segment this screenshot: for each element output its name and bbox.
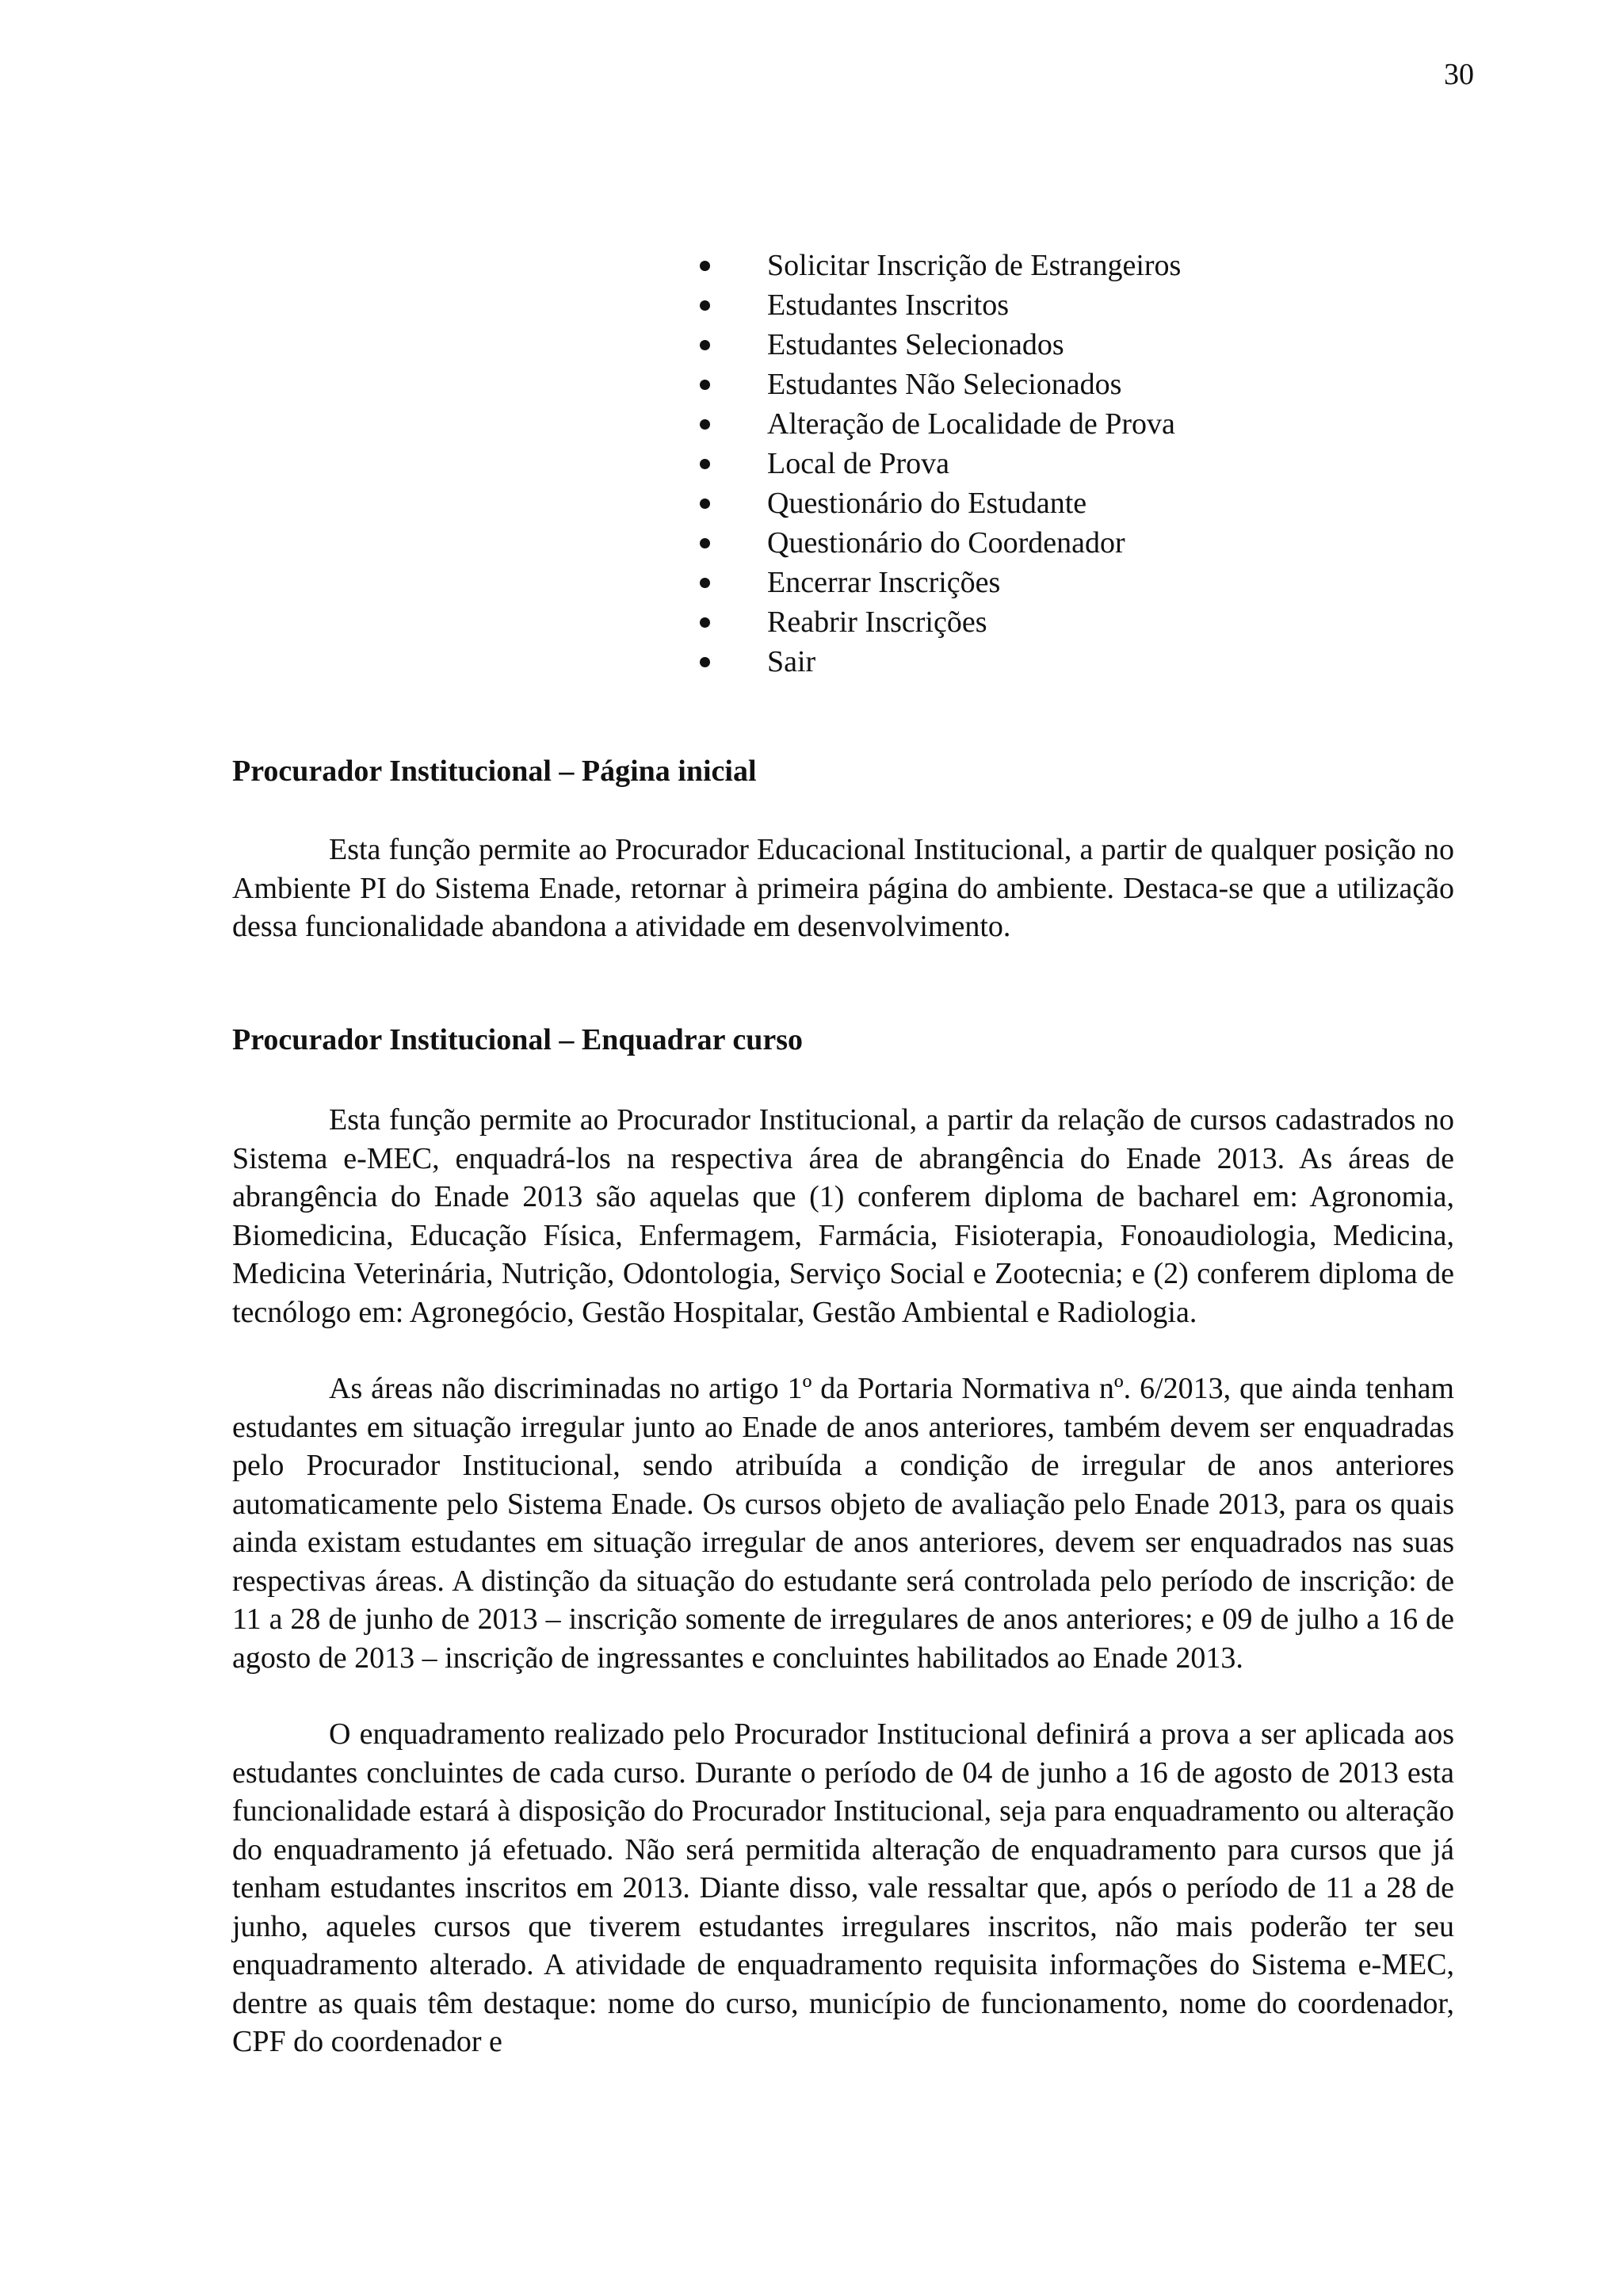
list-item xyxy=(689,444,1181,483)
list-item-text: Estudantes Não Selecionados xyxy=(767,368,1122,401)
list-item-text: Questionário do Estudante xyxy=(767,487,1087,520)
section-enquadrar-curso xyxy=(232,1020,1454,2061)
menu-bullet-list xyxy=(689,246,1181,682)
bullet-icon xyxy=(700,657,710,667)
bullet-icon xyxy=(700,419,710,430)
section-heading: Procurador Institucional – Página inicial xyxy=(232,755,757,788)
list-item-text: Local de Prova xyxy=(767,447,950,480)
list-item-text: Alteração de Localidade de Prova xyxy=(767,407,1175,441)
list-item-text: Estudantes Inscritos xyxy=(767,288,1010,322)
bullet-icon xyxy=(700,499,710,509)
list-item xyxy=(689,404,1181,444)
bullet-icon xyxy=(700,380,710,390)
list-item xyxy=(689,523,1181,563)
list-item-text: Sair xyxy=(767,645,816,678)
section-pagina-inicial xyxy=(232,751,1454,946)
list-item xyxy=(689,285,1181,325)
list-item xyxy=(689,563,1181,602)
bullet-icon xyxy=(700,538,710,548)
list-item xyxy=(689,365,1181,404)
list-item-text: Solicitar Inscrição de Estrangeiros xyxy=(767,249,1182,282)
bullet-icon xyxy=(700,459,710,469)
page-number: 30 xyxy=(1444,58,1474,91)
paragraph: O enquadramento realizado pelo Procurador Institucional definirá a prova a ser aplicada aos estudantes concluintes de cada curso. Durante o período de 04 de junho a 16 de agosto de 2013 esta funcionalidade estará à disposição do Procurador Institucional, seja para enquadramento ou alteração do enquadramento já efetuado. Não será permitida alteração de enquadramento para cursos que já tenham estudantes inscritos em 2013. Diante disso, vale ressaltar que, após o período de 11 a 28 de junho, aqueles cursos que tiverem estudantes irregulares inscritos, não mais poderão ter seu enquadramento alterado. A atividade de enquadramento requisita informações do Sistema e-MEC, dentre as quais têm destaque: nome do curso, município de funcionamento, nome do coordenador, CPF do coordenador e xyxy=(232,1717,1454,2058)
list-item xyxy=(689,325,1181,365)
list-item xyxy=(689,483,1181,523)
list-item xyxy=(689,642,1181,682)
bullet-icon xyxy=(700,617,710,628)
list-item-text: Estudantes Selecionados xyxy=(767,328,1064,361)
bullet-icon xyxy=(700,261,710,271)
list-item-text: Questionário do Coordenador xyxy=(767,526,1125,560)
section-heading: Procurador Institucional – Enquadrar curso xyxy=(232,1023,803,1056)
paragraph: Esta função permite ao Procurador Educacional Institucional, a partir de qualquer posição no Ambiente PI do Sistema Enade, retornar à primeira página do ambiente. Destaca-se que a utilização dessa funcionalidade abandona a atividade em desenvolvimento. xyxy=(232,833,1454,943)
list-item-text: Encerrar Inscrições xyxy=(767,566,1001,599)
bullet-icon xyxy=(700,578,710,588)
bullet-icon xyxy=(700,340,710,350)
list-item xyxy=(689,246,1181,285)
paragraph: Esta função permite ao Procurador Institucional, a partir da relação de cursos cadastrados no Sistema e-MEC, enquadrá-los na respectiva área de abrangência do Enade 2013. As áreas de abrangência do Enade 2013 são aquelas que (1) conferem diploma de bacharel em: Agronomia, Biomedicina, Educação Física, Enfermagem, Farmácia, Fisioterapia, Fonoaudiologia, Medicina, Medicina Veterinária, Nutrição, Odontologia, Serviço Social e Zootecnia; e (2) conferem diploma de tecnólogo em: Agronegócio, Gestão Hospitalar, Gestão Ambiental e Radiologia. xyxy=(232,1103,1454,1329)
list-item xyxy=(689,602,1181,642)
paragraph: As áreas não discriminadas no artigo 1º da Portaria Normativa nº. 6/2013, que ainda tenham estudantes em situação irregular junto ao Enade de anos anteriores, também devem ser enquadradas pelo Procurador Institucional, sendo atribuída a condição de irregular de anos anteriores automaticamente pelo Sistema Enade. Os cursos objeto de avaliação pelo Enade 2013, para os quais ainda existam estudantes em situação irregular de anos anteriores, devem ser enquadrados nas suas respectivas áreas. A distinção da situação do estudante será controlada pelo período de inscrição: de 11 a 28 de junho de 2013 – inscrição somente de irregulares de anos anteriores; e 09 de julho a 16 de agosto de 2013 – inscrição de ingressantes e concluintes habilitados ao Enade 2013. xyxy=(232,1372,1454,1675)
list-item-text: Reabrir Inscrições xyxy=(767,606,987,639)
bullet-icon xyxy=(700,300,710,311)
